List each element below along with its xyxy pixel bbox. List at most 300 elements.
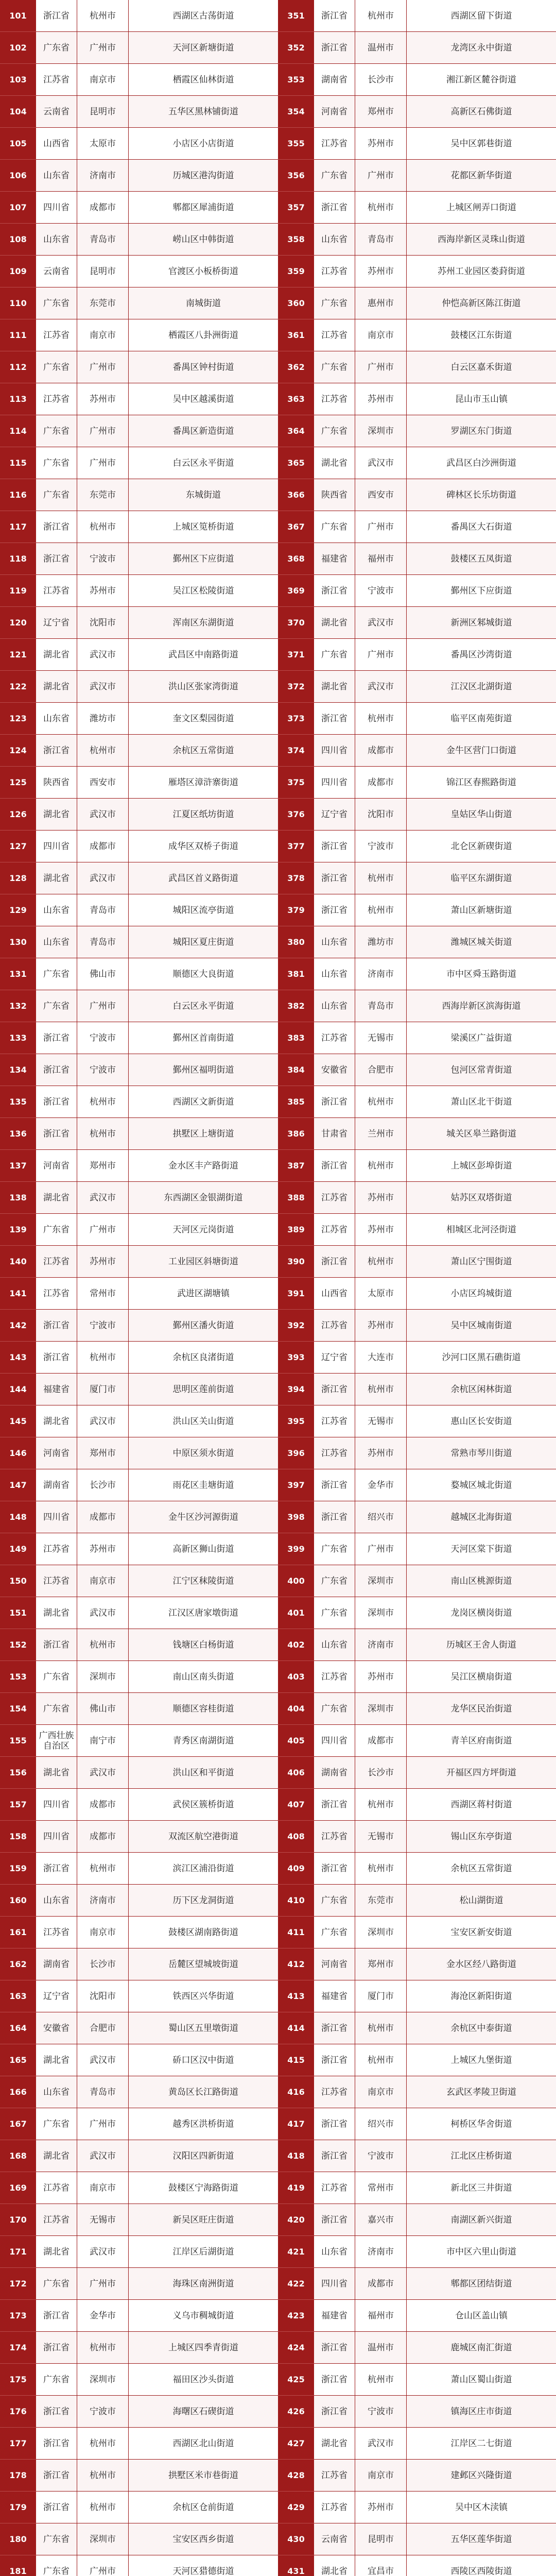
city-cell: 宜昌市 (355, 2555, 407, 2576)
city-cell: 南宁市 (77, 1725, 129, 1756)
street-cell: 金水区经八路街道 (446, 1959, 516, 1970)
street-cell: 包河区常青街道 (450, 1064, 512, 1075)
province-cell: 湖北省 (36, 2140, 77, 2172)
table-row (314, 1469, 556, 1501)
street-cell: 番禺区钟村街道 (172, 362, 234, 372)
city-cell: 广州市 (355, 160, 407, 191)
street-cell: 海珠区南洲街道 (172, 2278, 234, 2289)
street-cell: 武进区湖塘镇 (177, 1288, 230, 1299)
province-cell: 浙江省 (36, 2492, 77, 2523)
table-row (314, 2012, 556, 2044)
city-cell: 昆明市 (77, 96, 129, 127)
city-cell: 武汉市 (355, 2428, 407, 2459)
table-row (314, 1853, 556, 1885)
rank-number: 103 (0, 64, 36, 96)
rank-number: 174 (0, 2332, 36, 2364)
street-cell: 吴中区越溪街道 (172, 394, 234, 404)
street-cell: 上城区笕桥街道 (172, 521, 234, 532)
street-cell: 南山区南头街道 (172, 1671, 234, 1682)
rank-number: 173 (0, 2300, 36, 2332)
table-row (36, 958, 278, 990)
city-cell: 南京市 (77, 1565, 129, 1597)
rank-number: 133 (0, 1022, 36, 1054)
city-cell: 杭州市 (355, 1246, 407, 1277)
province-cell: 湖北省 (314, 607, 355, 638)
city-cell: 广州市 (77, 351, 129, 383)
province-cell: 江苏省 (314, 2076, 355, 2108)
street-cell: 青秀区南湖街道 (172, 1735, 234, 1746)
table-row (314, 224, 556, 256)
table-row (36, 256, 278, 287)
city-cell: 广州市 (77, 447, 129, 479)
rank-number: 384 (278, 1054, 314, 1086)
rank-number: 172 (0, 2268, 36, 2300)
city-cell: 郑州市 (77, 1150, 129, 1181)
city-cell: 佛山市 (77, 958, 129, 990)
street-cell: 小店区小店街道 (172, 138, 234, 149)
table-row (314, 192, 556, 224)
rank-number: 355 (278, 128, 314, 160)
rank-number: 401 (278, 1597, 314, 1629)
table-row (36, 1948, 278, 1980)
city-cell: 杭州市 (77, 2492, 129, 2523)
table-row (314, 1246, 556, 1278)
city-cell: 苏州市 (77, 383, 129, 415)
city-cell: 深圳市 (77, 1661, 129, 1692)
rank-number: 360 (278, 287, 314, 319)
rank-number: 138 (0, 1182, 36, 1214)
city-cell: 东莞市 (355, 1885, 407, 1916)
rank-number: 143 (0, 1342, 36, 1374)
street-cell: 五华区莲华街道 (450, 2534, 512, 2545)
rank-number: 176 (0, 2396, 36, 2428)
province-cell: 广东省 (314, 287, 355, 319)
left-rank-numbers (0, 0, 36, 2576)
rank-number: 162 (0, 1948, 36, 1980)
city-cell: 金华市 (77, 2300, 129, 2331)
rank-number: 163 (0, 1980, 36, 2012)
rank-number: 120 (0, 607, 36, 639)
rank-number: 398 (278, 1501, 314, 1533)
rank-number: 375 (278, 767, 314, 799)
province-cell: 江苏省 (36, 575, 77, 606)
street-cell: 锡山区东亭街道 (450, 1831, 512, 1842)
province-cell: 江苏省 (314, 1405, 355, 1437)
table-row (36, 1405, 278, 1437)
rank-number: 365 (278, 447, 314, 479)
city-cell: 武汉市 (77, 1405, 129, 1437)
rank-number: 147 (0, 1469, 36, 1501)
street-cell: 南城街道 (186, 298, 221, 309)
street-cell: 江岸区后湖街道 (172, 2246, 234, 2257)
city-cell: 福州市 (355, 543, 407, 574)
street-cell: 历城区王舍人街道 (446, 1639, 516, 1650)
city-cell: 杭州市 (77, 735, 129, 766)
table-row (314, 894, 556, 926)
province-cell: 江苏省 (314, 1310, 355, 1341)
rank-number: 148 (0, 1501, 36, 1533)
city-cell: 苏州市 (355, 383, 407, 415)
city-cell: 武汉市 (77, 1597, 129, 1629)
rank-number: 391 (278, 1278, 314, 1310)
rank-number: 354 (278, 96, 314, 128)
street-cell: 松山湖街道 (459, 1895, 503, 1906)
city-cell: 武汉市 (77, 862, 129, 894)
table-row (36, 2044, 278, 2076)
rank-number: 389 (278, 1214, 314, 1246)
street-cell: 郫都区团结街道 (450, 2278, 512, 2289)
rank-number: 123 (0, 703, 36, 735)
province-cell: 广东省 (36, 287, 77, 319)
street-cell: 吴中区木渎镇 (455, 2502, 508, 2513)
province-cell: 山东省 (314, 2236, 355, 2267)
table-row (36, 1278, 278, 1310)
city-cell: 苏州市 (355, 128, 407, 159)
province-cell: 广东省 (36, 447, 77, 479)
city-cell: 惠州市 (355, 287, 407, 319)
province-cell: 四川省 (36, 1821, 77, 1852)
province-cell: 湖北省 (314, 671, 355, 702)
rank-number: 115 (0, 447, 36, 479)
rank-number: 141 (0, 1278, 36, 1310)
rank-number: 169 (0, 2172, 36, 2204)
rank-number: 419 (278, 2172, 314, 2204)
street-cell: 滨江区浦沿街道 (172, 1863, 234, 1874)
table-row (314, 2300, 556, 2332)
table-row (314, 256, 556, 287)
street-cell: 昆山市玉山镇 (455, 394, 508, 404)
table-row (314, 1917, 556, 1948)
province-cell: 浙江省 (314, 1246, 355, 1277)
table-row (314, 2076, 556, 2108)
city-cell: 武汉市 (77, 799, 129, 830)
city-cell: 杭州市 (77, 2428, 129, 2459)
province-cell: 浙江省 (36, 1310, 77, 1341)
street-cell: 新北区三井街道 (450, 2182, 512, 2193)
rank-number: 140 (0, 1246, 36, 1278)
rank-number: 370 (278, 607, 314, 639)
province-cell: 江苏省 (314, 2172, 355, 2204)
street-cell: 金水区丰产路街道 (168, 1160, 238, 1171)
rank-number: 118 (0, 543, 36, 575)
street-cell: 余杭区闲林街道 (450, 1384, 512, 1395)
rank-number: 102 (0, 32, 36, 64)
rank-number: 125 (0, 767, 36, 799)
city-cell: 杭州市 (355, 1086, 407, 1117)
rank-number: 116 (0, 479, 36, 511)
city-cell: 杭州市 (77, 1853, 129, 1884)
city-cell: 苏州市 (355, 1661, 407, 1692)
province-cell: 湖北省 (314, 2428, 355, 2459)
table-row (314, 2523, 556, 2555)
street-cell: 洪山区和平街道 (172, 1767, 234, 1778)
province-cell: 广西壮族自治区 (36, 1725, 77, 1756)
province-cell: 浙江省 (314, 831, 355, 862)
rank-number: 160 (0, 1885, 36, 1917)
table-row (36, 1693, 278, 1725)
rank-number: 154 (0, 1693, 36, 1725)
rank-number: 416 (278, 2076, 314, 2108)
rank-number: 121 (0, 639, 36, 671)
table-row (314, 862, 556, 894)
table-row (36, 1917, 278, 1948)
street-cell: 工业园区斜塘街道 (168, 1256, 238, 1267)
province-cell: 福建省 (314, 1980, 355, 2012)
table-row (36, 32, 278, 64)
province-cell: 江苏省 (314, 1214, 355, 1245)
city-cell: 青岛市 (77, 224, 129, 255)
table-row (36, 1597, 278, 1629)
province-cell: 江苏省 (36, 2172, 77, 2204)
rank-number: 170 (0, 2204, 36, 2236)
rank-number: 399 (278, 1533, 314, 1565)
rank-number: 427 (278, 2428, 314, 2460)
city-cell: 深圳市 (355, 1917, 407, 1948)
rank-number: 367 (278, 511, 314, 543)
city-cell: 苏州市 (77, 575, 129, 606)
table-row (314, 1182, 556, 1214)
street-cell: 惠山区长安街道 (450, 1416, 512, 1427)
province-cell: 浙江省 (36, 0, 77, 31)
city-cell: 成都市 (77, 1821, 129, 1852)
rank-number: 380 (278, 926, 314, 958)
province-cell: 四川省 (36, 192, 77, 223)
province-cell: 浙江省 (314, 1150, 355, 1181)
city-cell: 武汉市 (77, 2236, 129, 2267)
street-cell: 仲恺高新区陈江街道 (442, 298, 521, 309)
street-cell: 梁溪区广益街道 (450, 1032, 512, 1043)
street-cell: 鼓楼区宁海路街道 (168, 2182, 238, 2193)
city-cell: 杭州市 (77, 2460, 129, 2491)
city-cell: 东莞市 (77, 479, 129, 511)
city-cell: 沈阳市 (77, 607, 129, 638)
rank-number: 124 (0, 735, 36, 767)
rank-number: 431 (278, 2555, 314, 2576)
table-row (314, 1022, 556, 1054)
rank-number: 150 (0, 1565, 36, 1597)
rank-number: 157 (0, 1789, 36, 1821)
city-cell: 金华市 (355, 1469, 407, 1501)
province-cell: 山东省 (36, 926, 77, 958)
city-cell: 宁波市 (355, 2396, 407, 2427)
table-row (314, 1885, 556, 1917)
table-row (314, 1980, 556, 2012)
table-row (36, 990, 278, 1022)
street-cell: 铁西区兴华街道 (172, 1991, 234, 2002)
street-cell: 花都区新华街道 (450, 170, 512, 181)
table-row (36, 1629, 278, 1661)
left-table (36, 0, 278, 2576)
table-row (36, 2396, 278, 2428)
province-cell: 湖北省 (36, 639, 77, 670)
province-cell: 湖北省 (36, 862, 77, 894)
table-row (314, 2268, 556, 2300)
province-cell: 广东省 (36, 1661, 77, 1692)
table-row (36, 2492, 278, 2523)
province-cell: 四川省 (36, 1789, 77, 1820)
table-row (314, 160, 556, 192)
province-cell: 浙江省 (314, 703, 355, 734)
rank-number: 383 (278, 1022, 314, 1054)
rank-number: 178 (0, 2460, 36, 2492)
table-row (36, 192, 278, 224)
province-cell: 福建省 (314, 543, 355, 574)
street-cell: 天河区棠下街道 (450, 1544, 512, 1554)
rank-number: 108 (0, 224, 36, 256)
table-row (36, 1789, 278, 1821)
street-cell: 天河区新塘街道 (172, 42, 234, 53)
table-row (314, 1661, 556, 1693)
rank-number: 412 (278, 1948, 314, 1980)
province-cell: 广东省 (314, 1917, 355, 1948)
rank-number: 117 (0, 511, 36, 543)
table-row (314, 575, 556, 607)
province-cell: 浙江省 (36, 2396, 77, 2427)
table-row (36, 1725, 278, 1757)
province-cell: 广东省 (36, 990, 77, 1022)
city-cell: 杭州市 (355, 1853, 407, 1884)
city-cell: 合肥市 (77, 2012, 129, 2044)
province-cell: 湖北省 (36, 1757, 77, 1788)
province-cell: 河南省 (314, 96, 355, 127)
rank-number: 159 (0, 1853, 36, 1885)
table-row (36, 287, 278, 319)
province-cell: 湖北省 (314, 447, 355, 479)
province-cell: 山东省 (36, 703, 77, 734)
street-cell: 番禺区新造街道 (172, 426, 234, 436)
street-cell: 金牛区沙河源街道 (168, 1512, 238, 1522)
province-cell: 浙江省 (314, 32, 355, 63)
province-cell: 浙江省 (36, 1022, 77, 1054)
city-cell: 杭州市 (77, 1629, 129, 1660)
rank-number: 112 (0, 351, 36, 383)
city-cell: 青岛市 (77, 894, 129, 926)
street-cell: 西陵区西陵街道 (450, 2566, 512, 2576)
table-row (314, 2492, 556, 2523)
province-cell: 山东省 (314, 224, 355, 255)
street-cell: 南山区桃源街道 (450, 1575, 512, 1586)
province-cell: 四川省 (314, 735, 355, 766)
street-cell: 高新区狮山街道 (172, 1544, 234, 1554)
city-cell: 武汉市 (355, 671, 407, 702)
table-row (36, 1054, 278, 1086)
table-row (36, 1086, 278, 1118)
street-cell: 海沧区新阳街道 (450, 1991, 512, 2002)
rank-number: 406 (278, 1757, 314, 1789)
street-cell: 萧山区新塘街道 (450, 905, 512, 916)
street-cell: 婺城区城北街道 (450, 1480, 512, 1490)
city-cell: 杭州市 (355, 1789, 407, 1820)
table-row (36, 351, 278, 383)
province-cell: 四川省 (36, 831, 77, 862)
province-cell: 浙江省 (314, 192, 355, 223)
table-row (314, 1214, 556, 1246)
street-cell: 番禺区沙湾街道 (450, 649, 512, 660)
table-row (314, 735, 556, 767)
table-row (314, 990, 556, 1022)
city-cell: 南京市 (77, 319, 129, 351)
province-cell: 广东省 (36, 2523, 77, 2555)
street-cell: 萧山区北干街道 (450, 1096, 512, 1107)
street-cell: 越城区北海街道 (450, 1512, 512, 1522)
province-cell: 浙江省 (36, 1629, 77, 1660)
rank-number: 388 (278, 1182, 314, 1214)
province-cell: 云南省 (36, 256, 77, 287)
city-cell: 杭州市 (77, 2332, 129, 2363)
province-cell: 云南省 (314, 2523, 355, 2555)
rank-number: 177 (0, 2428, 36, 2460)
city-cell: 青岛市 (77, 2076, 129, 2108)
street-cell: 龙湾区永中街道 (450, 42, 512, 53)
street-cell: 姑苏区双塔街道 (450, 1192, 512, 1203)
city-cell: 苏州市 (355, 1437, 407, 1469)
city-cell: 长沙市 (77, 1948, 129, 1980)
city-cell: 宁波市 (77, 1054, 129, 1086)
province-cell: 浙江省 (314, 1853, 355, 1884)
province-cell: 江苏省 (314, 383, 355, 415)
street-cell: 新洲区邾城街道 (450, 617, 512, 628)
province-cell: 广东省 (314, 639, 355, 670)
rank-number: 379 (278, 894, 314, 926)
province-cell: 浙江省 (36, 1118, 77, 1149)
province-cell: 山东省 (314, 926, 355, 958)
street-cell: 沙河口区黑石礁街道 (442, 1352, 521, 1363)
table-row (314, 128, 556, 160)
table-row (314, 0, 556, 32)
province-cell: 广东省 (314, 1597, 355, 1629)
table-row (314, 1757, 556, 1789)
table-row (36, 1342, 278, 1374)
street-cell: 官渡区小板桥街道 (168, 266, 238, 277)
city-cell: 长沙市 (355, 64, 407, 95)
province-cell: 陕西省 (314, 479, 355, 511)
street-cell: 江宁区秣陵街道 (172, 1575, 234, 1586)
street-cell: 萧山区蜀山街道 (450, 2374, 512, 2385)
rank-number: 351 (278, 0, 314, 32)
table-row (36, 1469, 278, 1501)
table-row (314, 703, 556, 735)
province-cell: 浙江省 (36, 543, 77, 574)
street-cell: 海曙区石碶街道 (172, 2406, 234, 2417)
rank-number: 145 (0, 1405, 36, 1437)
province-cell: 江苏省 (314, 319, 355, 351)
table-row (314, 1565, 556, 1597)
city-cell: 西安市 (355, 479, 407, 511)
city-cell: 深圳市 (355, 1693, 407, 1724)
city-cell: 厦门市 (77, 1374, 129, 1405)
table-row (36, 1533, 278, 1565)
province-cell: 江苏省 (36, 2204, 77, 2235)
rank-number: 156 (0, 1757, 36, 1789)
province-cell: 江苏省 (36, 319, 77, 351)
table-row (314, 1405, 556, 1437)
city-cell: 成都市 (77, 831, 129, 862)
province-cell: 江苏省 (314, 128, 355, 159)
street-cell: 顺德区容桂街道 (172, 1703, 234, 1714)
city-cell: 杭州市 (77, 1342, 129, 1373)
table-row (314, 96, 556, 128)
province-cell: 浙江省 (36, 1086, 77, 1117)
city-cell: 东莞市 (77, 287, 129, 319)
street-cell: 龙岗区横岗街道 (450, 1607, 512, 1618)
street-cell: 武昌区首义路街道 (168, 873, 238, 884)
street-cell: 中原区须水街道 (172, 1448, 234, 1459)
street-cell: 新吴区旺庄街道 (172, 2214, 234, 2225)
table-row (36, 926, 278, 958)
street-cell: 常熟市琴川街道 (450, 1448, 512, 1459)
province-cell: 江苏省 (36, 1278, 77, 1309)
street-cell: 湘江新区麓谷街道 (446, 74, 516, 85)
